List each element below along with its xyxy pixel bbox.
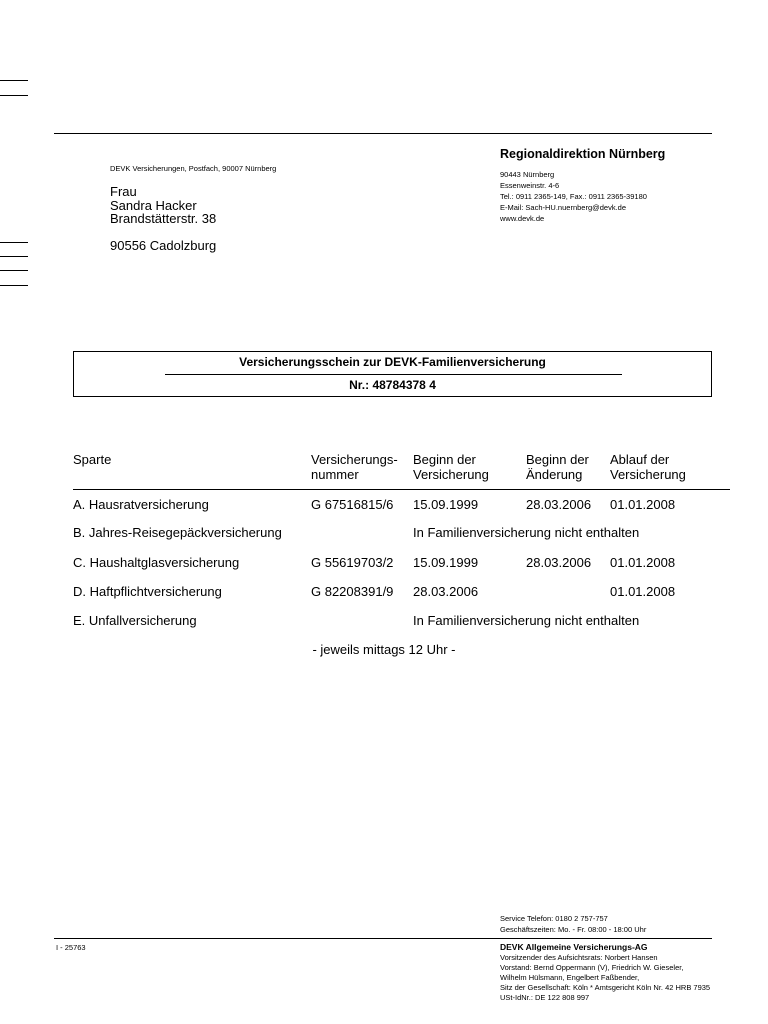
table-row-sparte: A. Hausratversicherung xyxy=(73,497,209,512)
policy-box-divider xyxy=(165,374,622,375)
table-row-ablauf: 01.01.2008 xyxy=(610,497,676,512)
header-aenderung: Beginn der Änderung xyxy=(526,452,589,482)
table-row-aenderung: 28.03.2006 xyxy=(526,497,592,512)
table-row-beginn: 15.09.1999 xyxy=(413,497,479,512)
recipient-name: Sandra Hacker xyxy=(110,198,197,213)
company-line: Wilhelm Hülsmann, Engelbert Faßbender, xyxy=(500,973,640,982)
company-line: USt-IdNr.: DE 122 808 997 xyxy=(500,993,590,1002)
fold-mark xyxy=(0,242,28,243)
table-footnote: - jeweils mittags 12 Uhr - xyxy=(312,642,456,657)
table-row-sparte: E. Unfallversicherung xyxy=(73,613,197,628)
table-header-rule xyxy=(73,489,730,490)
table-row-ablauf: 01.01.2008 xyxy=(610,584,676,599)
regional-line: www.devk.de xyxy=(500,214,545,223)
table-row-note: In Familienversicherung nicht enthalten xyxy=(413,525,640,540)
regional-title: Regionaldirektion Nürnberg xyxy=(500,147,666,161)
fold-mark xyxy=(0,95,28,96)
table-row-sparte: B. Jahres-Reisegepäckversicherung xyxy=(73,525,282,540)
service-hours: Geschäftszeiten: Mo. - Fr. 08:00 - 18:00 Uhr xyxy=(500,925,647,934)
regional-line: Essenweinstr. 4-6 xyxy=(500,181,560,190)
policy-number: Nr.: 48784378 4 xyxy=(349,378,436,392)
regional-line: 90443 Nürnberg xyxy=(500,170,555,179)
header-rule xyxy=(54,133,712,134)
table-row-note: In Familienversicherung nicht enthalten xyxy=(413,613,640,628)
recipient-salutation: Frau xyxy=(110,184,137,199)
fold-mark xyxy=(0,285,28,286)
service-phone: Service Telefon: 0180 2 757-757 xyxy=(500,914,608,923)
table-row-aenderung: 28.03.2006 xyxy=(526,555,592,570)
policy-title: Versicherungsschein zur DEVK-Familienversicherung xyxy=(239,355,546,369)
header-sparte: Sparte xyxy=(73,452,112,467)
fold-mark xyxy=(0,270,28,271)
company-line: Sitz der Gesellschaft: Köln * Amtsgericht Köln Nr. 42 HRB 7935 xyxy=(500,983,711,992)
regional-line: Tel.: 0911 2365-149, Fax.: 0911 2365-39180 xyxy=(500,192,647,201)
recipient-city: 90556 Cadolzburg xyxy=(110,238,217,253)
table-row-beginn: 28.03.2006 xyxy=(413,584,479,599)
table-row-nummer: G 82208391/9 xyxy=(311,584,394,599)
recipient-street: Brandstätterstr. 38 xyxy=(110,211,217,226)
table-row-ablauf: 01.01.2008 xyxy=(610,555,676,570)
table-row-sparte: D. Haftpflichtversicherung xyxy=(73,584,222,599)
policy-box xyxy=(73,351,712,397)
fold-mark xyxy=(0,256,28,257)
footer-rule xyxy=(54,938,712,939)
header-beginn: Beginn der Versicherung xyxy=(413,452,489,482)
company-name: DEVK Allgemeine Versicherungs-AG xyxy=(500,942,648,952)
table-row-beginn: 15.09.1999 xyxy=(413,555,479,570)
company-line: Vorsitzender des Aufsichtsrats: Norbert Hansen xyxy=(500,953,658,962)
sender-line: DEVK Versicherungen, Postfach, 90007 Nürnberg xyxy=(110,164,277,173)
fold-mark xyxy=(0,80,28,81)
regional-line: E-Mail: Sach-HU.nuernberg@devk.de xyxy=(500,203,627,212)
table-row-sparte: C. Haushaltglasversicherung xyxy=(73,555,240,570)
table-row-nummer: G 55619703/2 xyxy=(311,555,394,570)
company-line: Vorstand: Bernd Oppermann (V), Friedrich W. Gieseler, xyxy=(500,963,684,972)
header-nummer: Versicherungs- nummer xyxy=(311,452,398,482)
header-ablauf: Ablauf der Versicherung xyxy=(610,452,686,482)
table-row-nummer: G 67516815/6 xyxy=(311,497,394,512)
form-code: I - 25763 xyxy=(56,943,86,952)
